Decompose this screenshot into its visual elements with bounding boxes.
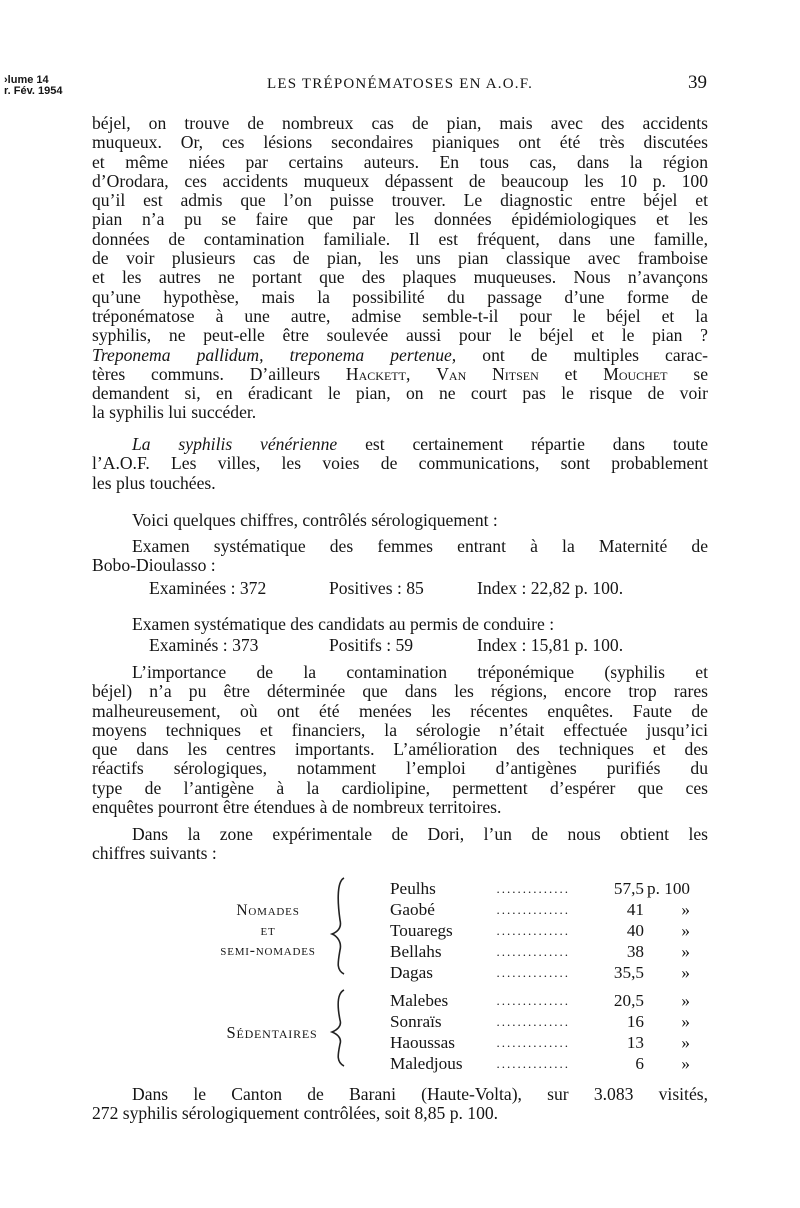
text-line: d’Orodara, ces accidents muqueux dépassent de beaucoup les 10 p. 100	[92, 170, 708, 191]
text-line: muqueux. Or, ces lésions secondaires pianiques ont été très discutées	[92, 132, 708, 153]
group-line: Nomades	[236, 902, 300, 919]
row-unit: »	[681, 963, 690, 982]
paragraph-6	[92, 1085, 708, 1124]
volume-line: ›lume 14	[4, 74, 49, 86]
text-line: enquêtes pourront être étendues à de nombreux territoires.	[92, 797, 502, 818]
paragraph-4	[92, 663, 708, 817]
text-line: béjel) n’a pu être déterminée que dans les régions, encore trop rares	[92, 681, 708, 702]
text-line: et les autres ne portant que des plaques muqueuses. Nous n’avançons	[92, 267, 708, 288]
text-line: réactifs sérologiques, notamment l’emploi d’antigènes purifiés du	[92, 758, 708, 779]
row-value: 41	[626, 900, 644, 919]
group-line: Sédentaires	[226, 1023, 318, 1042]
group-line: et	[260, 922, 276, 939]
text-line: 272 syphilis sérologiquement contrôlées, soit 8,85 p. 100.	[92, 1103, 499, 1124]
row-unit: »	[681, 1033, 690, 1052]
text-line: les plus touchées.	[92, 472, 216, 493]
row-value: 40	[626, 921, 644, 940]
exam-1-index: Index : 22,82 p. 100.	[477, 578, 624, 598]
text-line: Bobo-Dioulasso :	[92, 555, 216, 576]
text-line: malheureusement, où ont été menées les récentes enquêtes. Faute de	[92, 700, 708, 721]
text-line: l’A.O.F. Les villes, les voies de communications, sont probablement	[92, 453, 708, 474]
row-name: Bellahs	[390, 942, 442, 961]
row-name: Dagas	[390, 963, 433, 982]
row-value: 38	[626, 942, 644, 961]
italic-term: La syphilis vénérienne	[132, 434, 338, 454]
row-leader: ..............	[496, 965, 570, 980]
text-line: Dans la zone expérimentale de Dori, l’un de nous obtient les	[132, 824, 708, 844]
text-line: type de l’antigène à la cardiolipine, permettent d’espérer que ces	[92, 777, 708, 798]
table-row	[390, 962, 710, 983]
table-row	[390, 941, 710, 962]
text-line: syphilis, ne peut-elle être soulevée aussi pour le béjel et le pian ?	[92, 325, 708, 346]
exam-1	[92, 537, 708, 576]
page-number: 39	[688, 72, 707, 93]
row-name: Sonraïs	[390, 1012, 442, 1031]
row-unit: »	[681, 900, 690, 919]
paragraph-2	[92, 435, 708, 493]
group-nomades-label	[198, 902, 338, 960]
group-line: semi-nomades	[220, 942, 316, 959]
row-leader: ..............	[496, 944, 570, 959]
text-line: tréponématose à une autre, admise semble-t-il pour le béjel et la	[92, 305, 708, 326]
table-row	[390, 1032, 710, 1053]
exam-1-positive: Positives : 85	[329, 578, 424, 598]
author-name: Hackett	[345, 363, 406, 384]
author-name: Mouchet	[603, 363, 668, 384]
row-leader: ..............	[496, 1056, 570, 1071]
group-sedentaires-label	[202, 1023, 342, 1043]
row-leader: ..............	[496, 902, 570, 917]
text-line: moyens techniques et financiers, la sérologie n’était effectuée jusqu’ici	[92, 719, 708, 740]
text-line: que dans les centres importants. L’amélioration des techniques et des	[92, 739, 708, 760]
row-leader: ..............	[496, 1035, 570, 1050]
table-group-2	[390, 990, 710, 1074]
exam-2-examined: Examinés : 373	[149, 635, 259, 655]
text-line	[92, 346, 708, 365]
brace-group-1	[326, 876, 356, 976]
text-line: Dans le Canton de Barani (Haute-Volta), sur 3.083 visités,	[132, 1084, 708, 1104]
text-line: la syphilis lui succéder.	[92, 402, 257, 423]
row-value: 13	[626, 1033, 644, 1052]
row-name: Gaobé	[390, 900, 435, 919]
text-line	[92, 365, 708, 384]
text-run: ,	[405, 363, 437, 384]
text-run: est certainement répartie dans toute	[337, 434, 709, 454]
text-line: Examen systématique des femmes entrant à la Maternité de	[132, 536, 708, 556]
text-line	[92, 435, 708, 454]
row-name: Malebes	[390, 991, 449, 1010]
row-value: 20,5	[613, 991, 644, 1010]
text-run: se	[667, 363, 709, 384]
row-value: 57,5	[613, 879, 644, 898]
text-line: qu’il est admis que l’on puisse trouver. Le diagnostic entre béjel et	[92, 190, 708, 211]
text-line: L’importance de la contamination tréponémique (syphilis et	[132, 662, 708, 682]
row-unit: »	[681, 921, 690, 940]
text-run: ont de multiples carac-	[456, 344, 709, 365]
row-name: Haoussas	[390, 1033, 455, 1052]
exam-2-index: Index : 15,81 p. 100.	[477, 635, 624, 655]
row-leader: ..............	[496, 881, 570, 896]
text-line: béjel, on trouve de nombreux cas de pian, mais avec des accidents	[92, 113, 708, 133]
table-row	[390, 920, 710, 941]
running-title: LES TRÉPONÉMATOSES EN A.O.F.	[266, 76, 534, 92]
row-value: 16	[626, 1012, 644, 1031]
table-row	[390, 899, 710, 920]
row-name: Peulhs	[390, 879, 436, 898]
row-unit: »	[681, 1054, 690, 1073]
author-name: Van Nitsen	[436, 363, 539, 384]
row-leader: ..............	[496, 1014, 570, 1029]
row-value: 35,5	[613, 963, 644, 982]
brace-group-2	[326, 988, 356, 1068]
text-line: demandent si, en éradicant le pian, on ne court pas le risque de voir	[92, 383, 708, 404]
paragraph-5	[92, 825, 708, 864]
row-name: Touaregs	[390, 921, 453, 940]
row-unit: »	[681, 942, 690, 961]
table-row	[390, 990, 710, 1011]
text-line: données de contamination familiale. Il est fréquent, dans une famille,	[92, 228, 708, 249]
italic-species: Treponema pallidum, treponema pertenue,	[92, 344, 457, 365]
text-run: tères communs. D’ailleurs	[92, 363, 346, 384]
exam-2-title: Examen systématique des candidats au permis de conduire :	[132, 614, 555, 634]
row-value: 6	[635, 1054, 644, 1073]
paragraph-1	[92, 114, 708, 423]
row-name: Maledjous	[390, 1054, 463, 1073]
exam-1-examined: Examinées : 372	[149, 578, 267, 598]
row-leader: ..............	[496, 923, 570, 938]
text-line: de voir plusieurs cas de pian, les uns pian classique avec framboise	[92, 248, 708, 269]
row-unit: p. 100	[647, 879, 690, 898]
row-leader: ..............	[496, 993, 570, 1008]
row-unit: »	[681, 991, 690, 1010]
table-row	[390, 878, 710, 899]
text-line: et même niées par certains auteurs. En tous cas, dans la région	[92, 151, 708, 172]
text-line: qu’une hypothèse, mais la possibilité du passage d’une forme de	[92, 286, 708, 307]
text-line: chiffres suivants :	[92, 843, 217, 864]
table-row	[390, 1053, 710, 1074]
text-line: pian n’a pu se faire que par les données épidémiologiques et les	[92, 209, 708, 230]
table-row	[390, 1011, 710, 1032]
row-unit: »	[681, 1012, 690, 1031]
table-group-1	[390, 878, 710, 983]
date-line: r. Fév. 1954	[4, 85, 63, 97]
paragraph-3: Voici quelques chiffres, contrôlés sérologiquement :	[132, 510, 498, 530]
text-run: et	[538, 363, 604, 384]
exam-2-positive: Positifs : 59	[329, 635, 414, 655]
